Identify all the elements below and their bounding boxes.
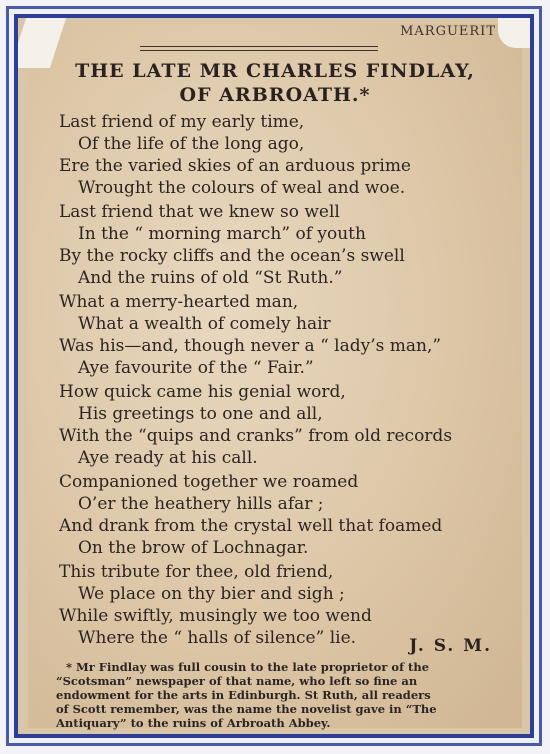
poem-line: We place on thy bier and sigh ; — [78, 584, 345, 604]
poem-line: Where the “ halls of silence” lie. — [78, 628, 357, 648]
poem-line: Was his—and, though never a “ lady’s man,” — [59, 336, 442, 356]
footnote-line: * Mr Findlay was full cousin to the late proprietor of the — [66, 660, 430, 674]
rule-top — [140, 46, 378, 47]
newspaper-clipping — [28, 24, 522, 728]
footnote-line: of Scott remember, was the name the novelist gave in “The — [56, 702, 437, 716]
poem-line: What a merry-hearted man, — [59, 292, 299, 312]
signature: J. S. M. — [409, 636, 492, 656]
running-head: MARGUERIT — [400, 24, 496, 39]
poem-line: O’er the heathery hills afar ; — [78, 494, 324, 514]
poem-line: What a wealth of comely hair — [78, 314, 331, 334]
poem-line: Of the life of the long ago, — [78, 134, 305, 154]
poem-line: Companioned together we roamed — [59, 472, 359, 492]
poem-line: By the rocky cliffs and the ocean’s swell — [59, 246, 405, 266]
poem-line: Last friend of my early time, — [59, 112, 305, 132]
poem-line: Aye ready at his call. — [78, 448, 258, 468]
footnote-line: Antiquary” to the ruins of Arbroath Abbey. — [56, 716, 331, 730]
poem-line: And the ruins of old “St Ruth.” — [78, 268, 343, 288]
rule-bottom — [140, 50, 378, 51]
inner-frame — [14, 14, 534, 738]
poem-line: While swiftly, musingly we too wend — [59, 606, 372, 626]
poem-line: On the brow of Lochnagar. — [78, 538, 309, 558]
poem-line: This tribute for thee, old friend, — [59, 562, 334, 582]
poem-line: His greetings to one and all, — [78, 404, 323, 424]
title-line-1: THE LATE MR CHARLES FINDLAY, — [75, 60, 475, 82]
poem-line: Last friend that we knew so well — [59, 202, 340, 222]
poem-line: In the “ morning march” of youth — [78, 224, 366, 244]
poem-line: Wrought the colours of weal and woe. — [78, 178, 406, 198]
poem-line: With the “quips and cranks” from old records — [59, 426, 453, 446]
footnote-line: “Scotsman” newspaper of that name, who left so fine an — [56, 674, 418, 688]
poem-line: Ere the varied skies of an arduous prime — [59, 156, 411, 176]
title-line-2: OF ARBROATH.* — [179, 84, 371, 106]
footnote-line: endowment for the arts in Edinburgh. St Ruth, all readers — [56, 688, 431, 702]
torn-corner-right — [498, 18, 530, 48]
poem-line: And drank from the crystal well that foamed — [59, 516, 443, 536]
poem-line: How quick came his genial word, — [59, 382, 346, 402]
poem-line: Aye favourite of the “ Fair.” — [78, 358, 314, 378]
